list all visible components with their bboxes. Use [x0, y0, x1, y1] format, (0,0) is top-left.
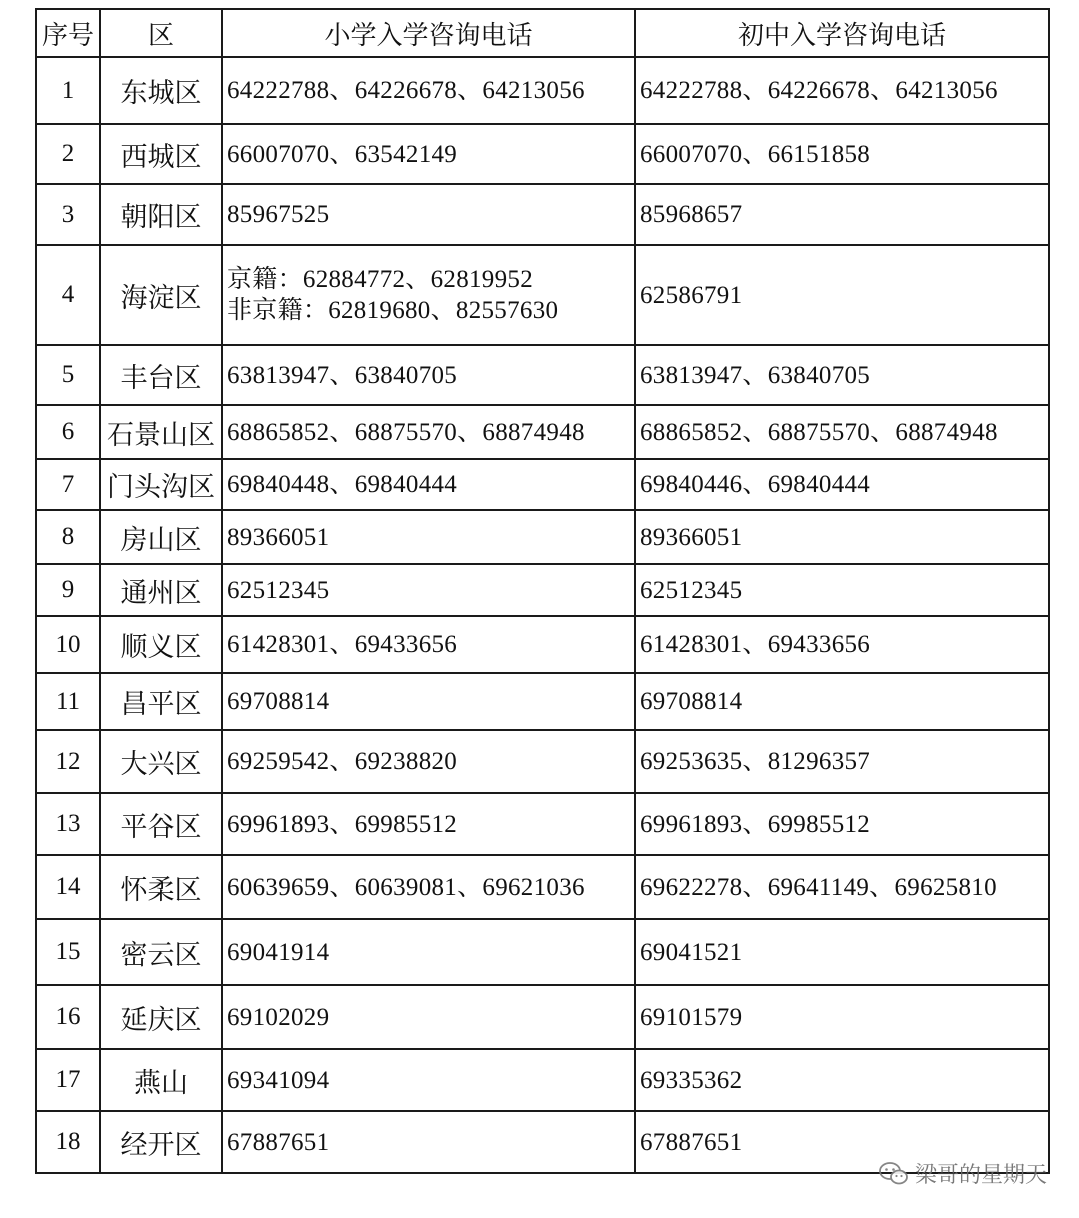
row-primary-phone	[222, 405, 635, 459]
row-primary-phone	[222, 510, 635, 564]
row-index: 4	[36, 245, 100, 345]
row-index: 12	[36, 730, 100, 793]
row-district: 海淀区	[100, 245, 222, 345]
junior-phone-line: 69622278、69641149、69625810	[640, 873, 997, 901]
table-row	[36, 919, 1049, 985]
junior-phone-line: 69708814	[640, 688, 743, 715]
row-primary-phone	[222, 57, 635, 124]
header-district: 区	[100, 9, 222, 57]
row-junior-phone	[635, 124, 1049, 184]
primary-phone-line: 60639659、60639081、69621036	[227, 873, 585, 901]
row-primary-phone	[222, 459, 635, 510]
table-header-row	[36, 9, 1049, 57]
row-district: 门头沟区	[100, 459, 222, 510]
primary-phone-line: 69341094	[227, 1066, 330, 1094]
row-district: 丰台区	[100, 345, 222, 405]
row-district: 昌平区	[100, 673, 222, 730]
junior-phone-line: 69253635、81296357	[640, 748, 871, 775]
wechat-icon	[879, 1161, 909, 1187]
row-junior-phone	[635, 985, 1049, 1049]
row-junior-phone	[635, 855, 1049, 919]
row-junior-phone	[635, 919, 1049, 985]
primary-phone-line: 66007070、63542149	[227, 140, 458, 168]
junior-phone-line: 64222788、64226678、64213056	[640, 77, 998, 104]
header-primary-phone: 小学入学咨询电话	[222, 9, 635, 57]
table-row	[36, 184, 1049, 245]
consultation-phone-table	[35, 8, 1050, 1174]
header-junior-phone: 初中入学咨询电话	[635, 9, 1049, 57]
primary-phone-line: 68865852、68875570、68874948	[227, 418, 585, 446]
row-index: 8	[36, 510, 100, 564]
row-index: 13	[36, 793, 100, 855]
primary-phone-line: 69259542、69238820	[227, 748, 458, 775]
row-index: 9	[36, 564, 100, 616]
row-district: 东城区	[100, 57, 222, 124]
junior-phone-line: 69840446、69840444	[640, 471, 871, 498]
row-index: 2	[36, 124, 100, 184]
row-primary-phone	[222, 184, 635, 245]
table-row	[36, 616, 1049, 673]
row-primary-phone	[222, 1111, 635, 1173]
row-district: 顺义区	[100, 616, 222, 673]
table-row	[36, 985, 1049, 1049]
table-row	[36, 673, 1049, 730]
row-district: 西城区	[100, 124, 222, 184]
table-row	[36, 855, 1049, 919]
row-junior-phone	[635, 57, 1049, 124]
primary-phone-line: 非京籍：62819680、82557630	[227, 297, 559, 324]
junior-phone-line: 69041521	[640, 938, 743, 966]
row-junior-phone	[635, 793, 1049, 855]
table-row	[36, 564, 1049, 616]
primary-phone-line: 69961893、69985512	[227, 810, 458, 838]
watermark	[879, 1158, 1047, 1189]
row-junior-phone	[635, 730, 1049, 793]
row-district: 通州区	[100, 564, 222, 616]
row-district: 密云区	[100, 919, 222, 985]
row-index: 14	[36, 855, 100, 919]
row-junior-phone	[635, 405, 1049, 459]
row-junior-phone	[635, 1049, 1049, 1111]
row-primary-phone	[222, 1049, 635, 1111]
junior-phone-line: 67887651	[640, 1128, 743, 1156]
row-district: 怀柔区	[100, 855, 222, 919]
table-row	[36, 793, 1049, 855]
table-row	[36, 730, 1049, 793]
primary-phone-line: 69708814	[227, 688, 330, 715]
table-row	[36, 510, 1049, 564]
table-row	[36, 459, 1049, 510]
row-index: 1	[36, 57, 100, 124]
row-index: 5	[36, 345, 100, 405]
junior-phone-line: 69335362	[640, 1066, 743, 1094]
primary-phone-line: 63813947、63840705	[227, 361, 458, 389]
row-junior-phone	[635, 184, 1049, 245]
row-primary-phone	[222, 730, 635, 793]
primary-phone-line: 62512345	[227, 576, 330, 604]
primary-phone-line: 67887651	[227, 1128, 330, 1156]
row-primary-phone	[222, 673, 635, 730]
row-primary-phone	[222, 855, 635, 919]
row-junior-phone	[635, 345, 1049, 405]
junior-phone-line: 89366051	[640, 523, 743, 551]
junior-phone-line: 69961893、69985512	[640, 810, 871, 838]
primary-phone-line: 69102029	[227, 1003, 330, 1031]
primary-phone-line: 61428301、69433656	[227, 631, 458, 658]
row-index: 15	[36, 919, 100, 985]
row-index: 11	[36, 673, 100, 730]
header-index: 序号	[36, 9, 100, 57]
row-district: 朝阳区	[100, 184, 222, 245]
row-primary-phone	[222, 616, 635, 673]
row-primary-phone	[222, 345, 635, 405]
row-index: 17	[36, 1049, 100, 1111]
table-body	[36, 57, 1049, 1173]
primary-phone-line: 69840448、69840444	[227, 471, 458, 498]
junior-phone-line: 66007070、66151858	[640, 140, 871, 168]
row-junior-phone	[635, 564, 1049, 616]
row-primary-phone	[222, 919, 635, 985]
table-row	[36, 1049, 1049, 1111]
table-row	[36, 245, 1049, 345]
row-district: 平谷区	[100, 793, 222, 855]
row-district: 石景山区	[100, 405, 222, 459]
primary-phone-line: 69041914	[227, 938, 330, 966]
row-junior-phone	[635, 616, 1049, 673]
row-primary-phone	[222, 564, 635, 616]
table-row	[36, 57, 1049, 124]
row-district: 燕山	[100, 1049, 222, 1111]
primary-phone-line: 64222788、64226678、64213056	[227, 77, 585, 104]
row-district: 大兴区	[100, 730, 222, 793]
row-index: 3	[36, 184, 100, 245]
primary-phone-line: 85967525	[227, 201, 330, 228]
row-junior-phone	[635, 673, 1049, 730]
row-index: 18	[36, 1111, 100, 1173]
row-index: 16	[36, 985, 100, 1049]
row-index: 7	[36, 459, 100, 510]
row-index: 10	[36, 616, 100, 673]
junior-phone-line: 68865852、68875570、68874948	[640, 418, 998, 446]
table-row	[36, 345, 1049, 405]
watermark-text: 梁哥的星期天	[914, 1163, 1047, 1188]
primary-phone-line: 89366051	[227, 523, 330, 551]
row-primary-phone	[222, 245, 635, 345]
junior-phone-line: 69101579	[640, 1003, 743, 1031]
primary-phone-line: 京籍：62884772、62819952	[227, 266, 534, 293]
junior-phone-line: 62586791	[640, 281, 743, 309]
row-junior-phone	[635, 459, 1049, 510]
junior-phone-line: 63813947、63840705	[640, 361, 871, 389]
row-primary-phone	[222, 985, 635, 1049]
junior-phone-line: 62512345	[640, 576, 743, 604]
row-district: 延庆区	[100, 985, 222, 1049]
row-district: 房山区	[100, 510, 222, 564]
row-primary-phone	[222, 124, 635, 184]
junior-phone-line: 85968657	[640, 201, 743, 228]
row-index: 6	[36, 405, 100, 459]
table-row	[36, 124, 1049, 184]
row-primary-phone	[222, 793, 635, 855]
junior-phone-line: 61428301、69433656	[640, 631, 871, 658]
row-junior-phone	[635, 245, 1049, 345]
row-junior-phone	[635, 510, 1049, 564]
table-row	[36, 405, 1049, 459]
row-district: 经开区	[100, 1111, 222, 1173]
